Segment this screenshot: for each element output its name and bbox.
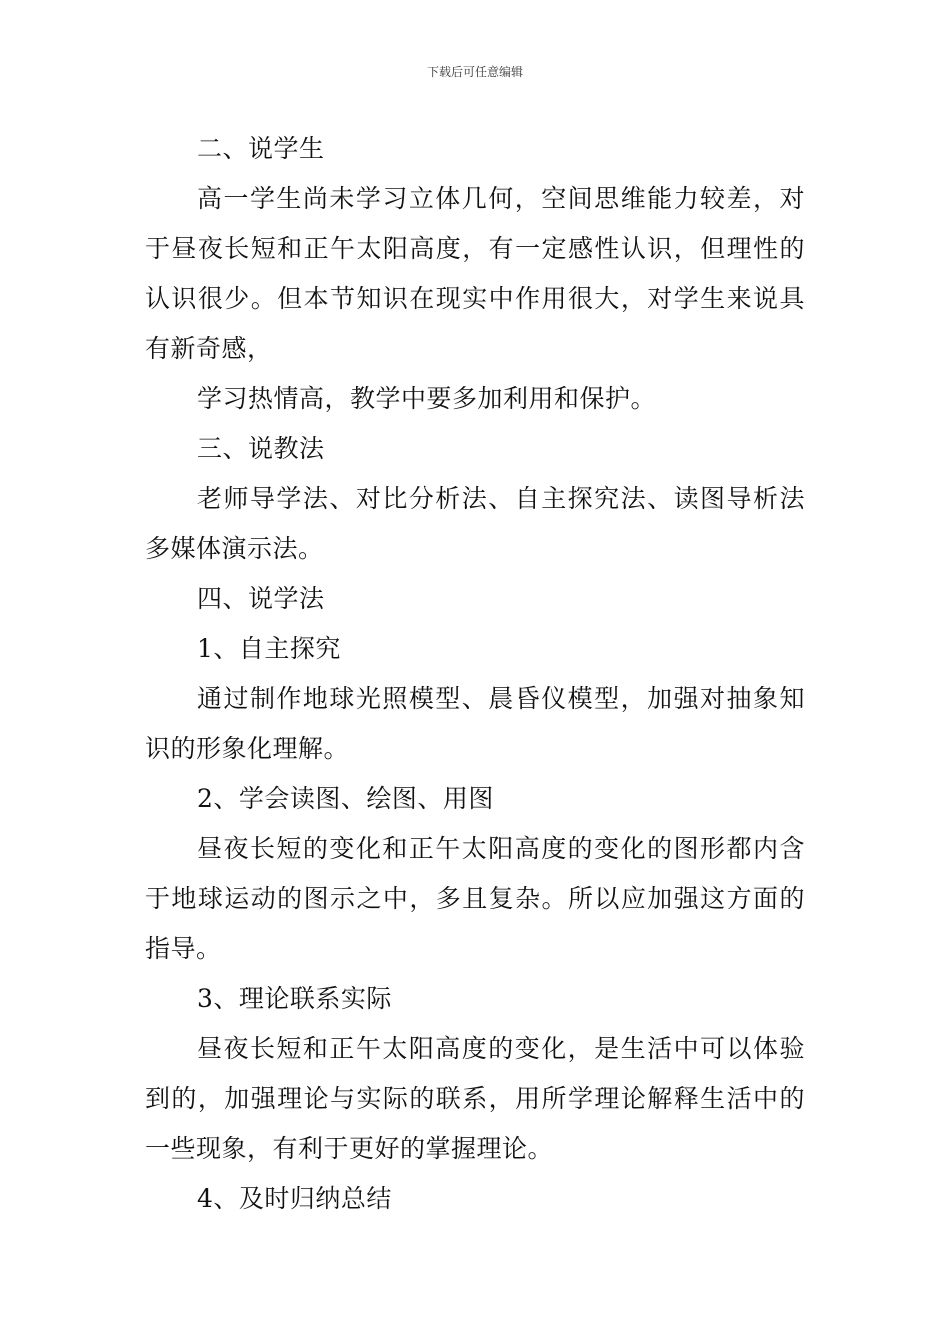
paragraph-teaching-methods: 老师导学法、对比分析法、自主探究法、读图导析法多媒体演示法。: [145, 484, 805, 563]
paragraph-students-analysis: 高一学生尚未学习立体几何，空间思维能力较差，对于昼夜长短和正午太阳高度，有一定感性认识，但理性的认识很少。但本节知识在现实中作用很大，对学生来说具有新奇感，: [145, 184, 805, 363]
section-heading-learning-methods: 四、说学法: [197, 584, 325, 613]
paragraph-theory-practice: 昼夜长短和正午太阳高度的变化，是生活中可以体验到的，加强理论与实际的联系，用所学理论解释生活中的一些现象，有利于更好的掌握理论。: [145, 1034, 805, 1163]
subheading-summarize: 4、及时归纳总结: [197, 1184, 392, 1213]
subheading-self-exploration: 1、自主探究: [197, 634, 341, 663]
document-body: [145, 124, 805, 1224]
page-header: 下载后可任意编辑: [426, 65, 523, 79]
subheading-theory-practice: 3、理论联系实际: [197, 984, 392, 1013]
section-heading-teaching-methods: 三、说教法: [197, 434, 325, 463]
paragraph-self-exploration: 通过制作地球光照模型、晨昏仪模型，加强对抽象知识的形象化理解。: [145, 684, 805, 763]
paragraph-reading-drawing-maps: 昼夜长短的变化和正午太阳高度的变化的图形都内含于地球运动的图示之中，多且复杂。所以应加强这方面的指导。: [145, 834, 805, 963]
subheading-reading-drawing-maps: 2、学会读图、绘图、用图: [197, 784, 494, 813]
paragraph-students-enthusiasm: 学习热情高，教学中要多加利用和保护。: [197, 384, 657, 413]
section-heading-students: 二、说学生: [197, 134, 325, 163]
